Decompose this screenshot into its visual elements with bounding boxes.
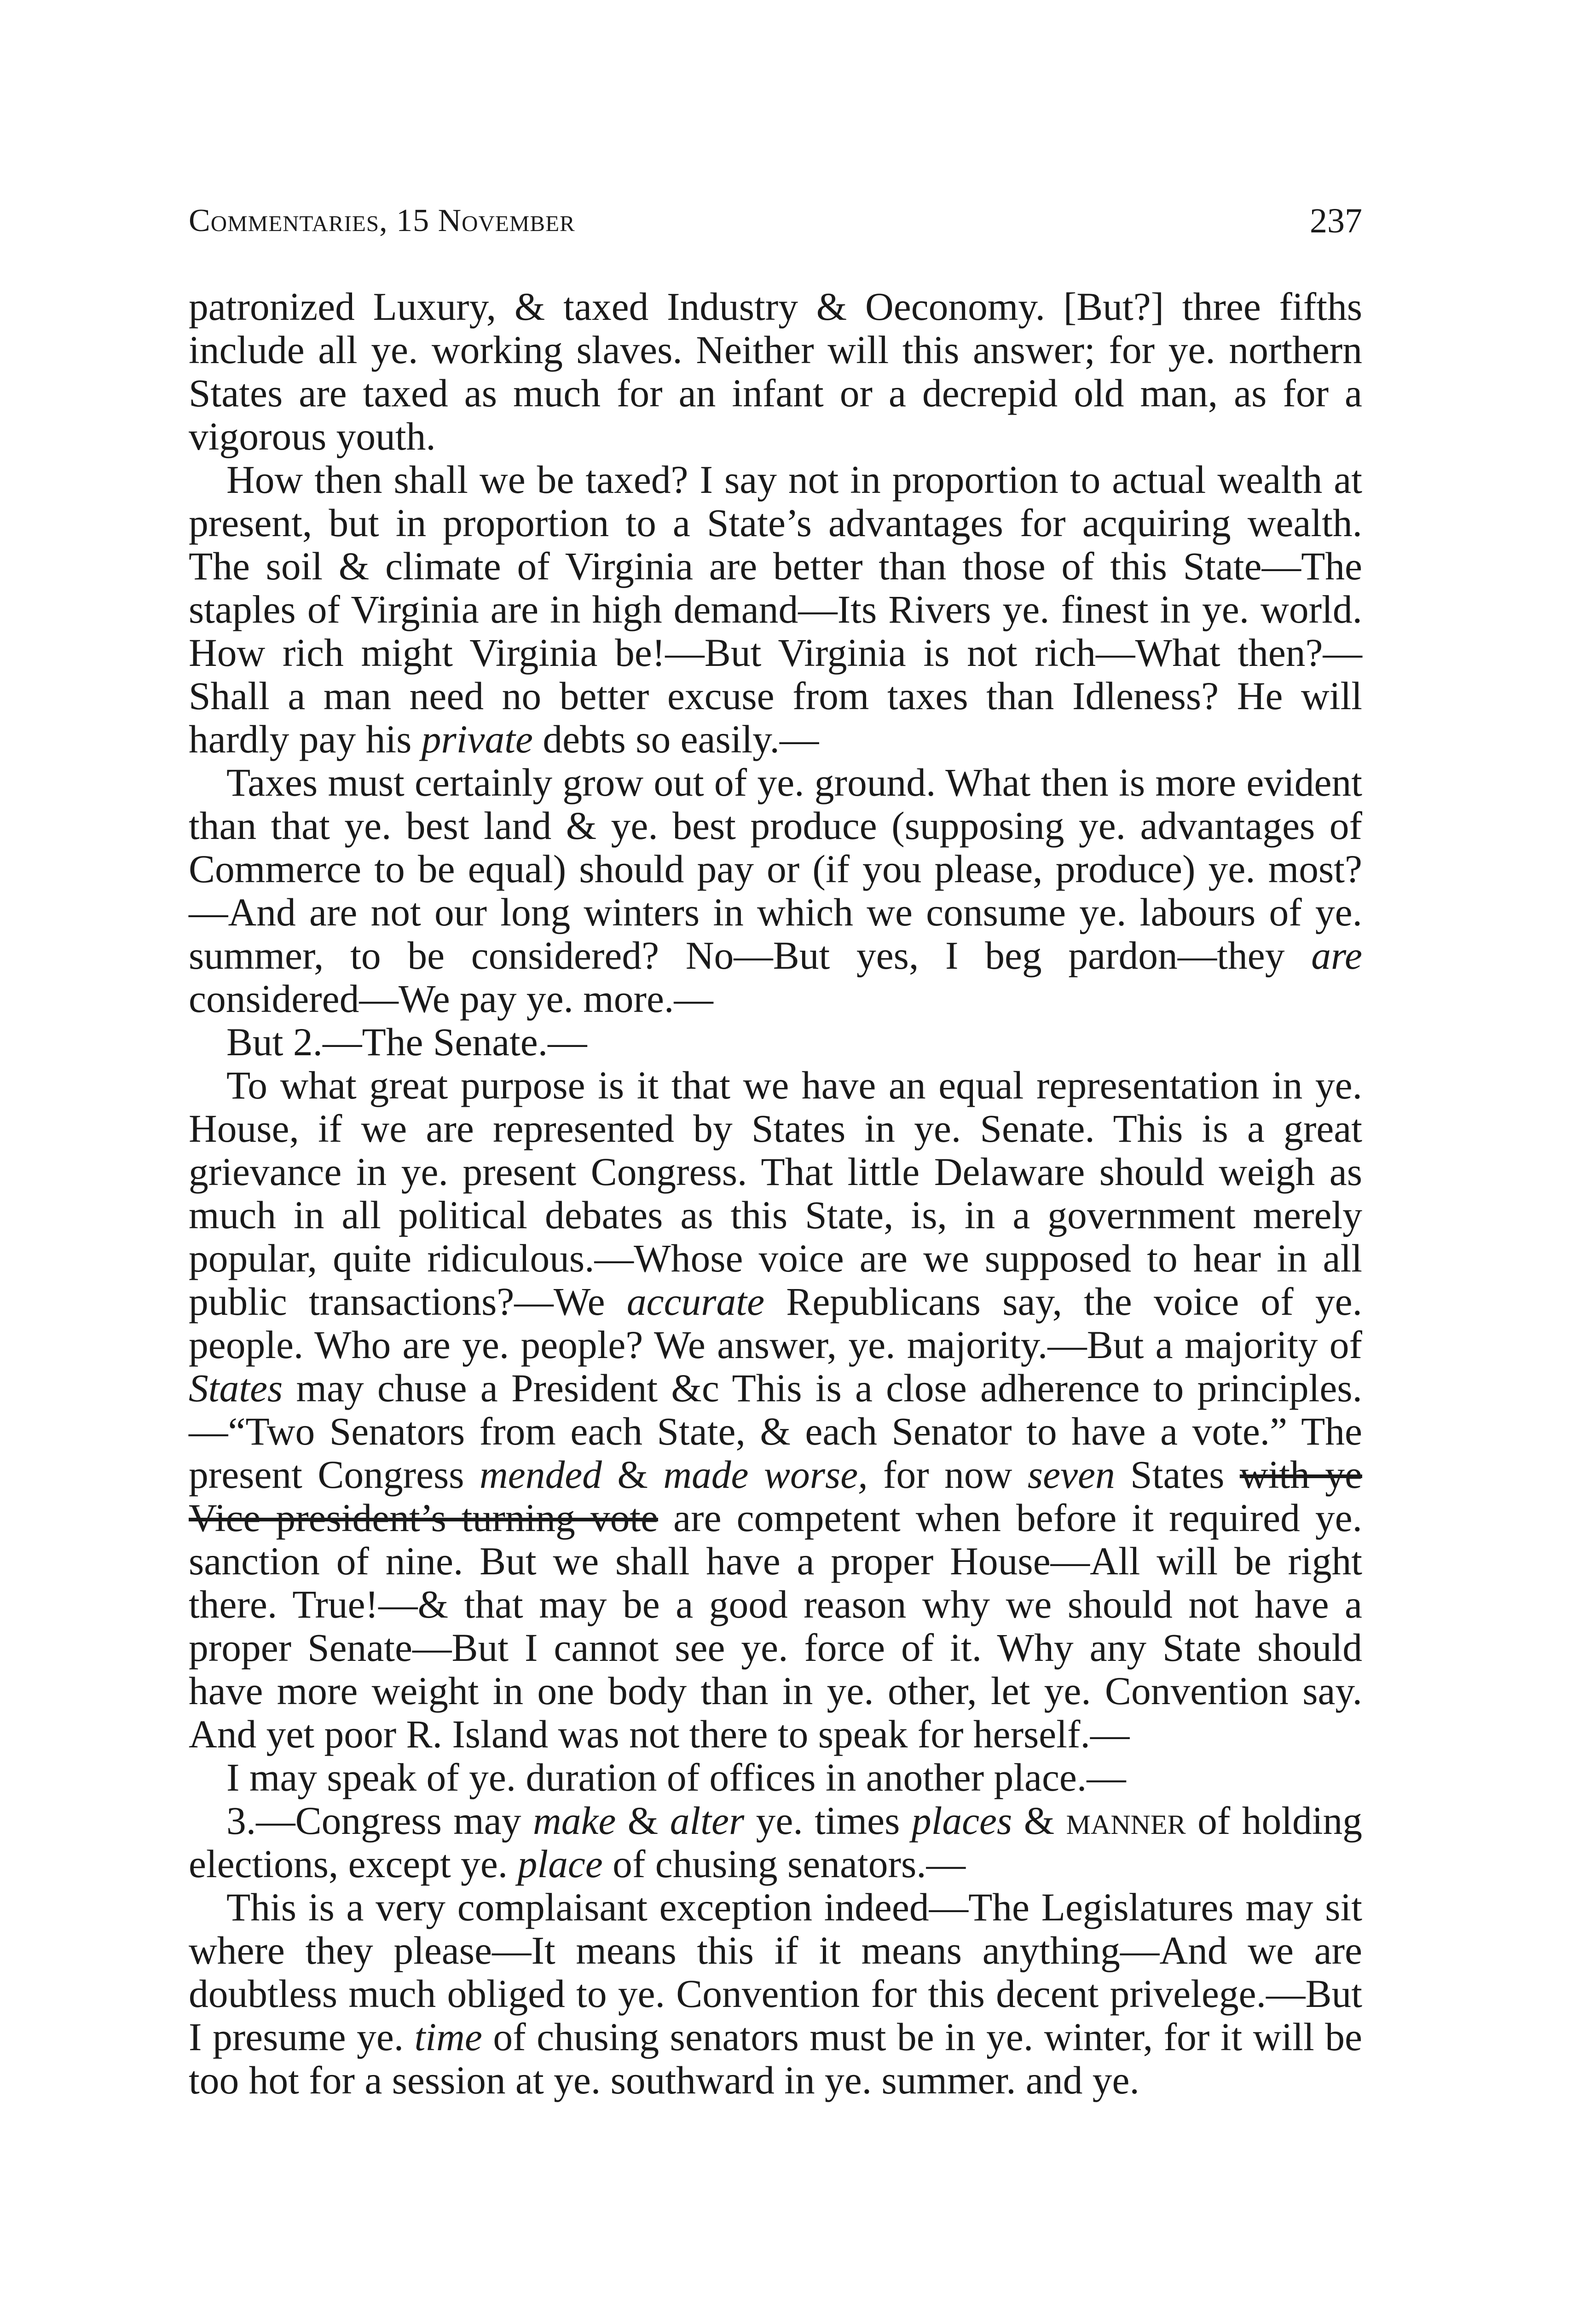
text-run-it: seven [1027,1453,1115,1497]
text-run-it: time [414,2016,482,2059]
text-run: debts so easily.— [532,718,819,761]
text-run-it: made worse, [663,1453,868,1497]
text-run: & [601,1453,664,1497]
paragraph-senate-representation [189,1064,1362,1756]
text-run-it: States [189,1367,283,1410]
paragraph-taxes-ground [189,761,1362,1021]
text-run: How then shall we be taxed? I say not in proportion to actual wealth at present, but in proportion to a State’s advantages for acquiring wealth. The soil & climate of Virginia are better than those of this State—The staples of Virginia are in high demand—Its Rivers ye. finest in ye. world. How rich might Virginia be!—But Virginia is not rich—What then?—Shall a man need no better excuse from taxes than Idleness? He will hardly pay his [189,458,1362,761]
text-run-it: places [911,1799,1012,1843]
text-run: may chuse a President &c This is a close adherence to principles.—“Two Senators from each State, & each Senator to have a vote.” The present Congress [189,1367,1362,1497]
paragraph-complaisant-exception [189,1886,1362,2102]
text-run: of chusing senators must be in ye. winter, for it will be too hot for a session at ye. southward in ye. summer. and ye. [189,2016,1362,2102]
text-run: To what great purpose is it that we have an equal representation in ye. House, if we are represented by States in ye. Senate. This is a great grievance in ye. present Congress. That little Delaware should weigh as much in all political debates as this State, is, in a government merely popular, quite ridiculous.—Whose voice are we supposed to hear in all public transactions?—We [189,1064,1362,1324]
text-run: for now [867,1453,1028,1497]
text-run-it: place [517,1843,603,1886]
text-run-it: are [1311,934,1362,977]
text-run: This is a very complaisant exception indeed—The Legislatures may sit where they please—It means this if it means anything—And we are doubtless much obliged to ye. Convention for this decent privelege.—But I presume ye. [189,1886,1362,2059]
text-run: & [616,1799,670,1843]
text-run: I may speak of ye. duration of offices in another place.— [226,1756,1126,1799]
text-run: Taxes must certainly grow out of ye. ground. What then is more evident than that ye. best land & ye. best produce (supposing ye. advantages of Commerce to be equal) should pay or (if you please, produce) ye. most?—And are not our long winters in which we consume ye. labours of ye. summer, to be considered? No—But yes, I beg pardon—they [189,761,1362,977]
paragraph-duration-offices [189,1756,1362,1799]
text-run-it: accurate [626,1280,765,1324]
text-run-it: private [421,718,533,761]
text-run: are competent when before it required ye. sanction of nine. But we shall have a proper House—All will be right there. True!—& that may be a good reason why we should not have a proper Senate—But I cannot see ye. force of it. Why any State should have more weight in one body than in ye. other, let ye. Convention say. And yet poor R. Island was not there to speak for herself.— [189,1497,1362,1756]
paragraph-elections-clause [189,1799,1362,1886]
text-run-strike: with ye Vice president’s turning vote [189,1453,1362,1540]
text-run: & [1012,1799,1066,1843]
running-head: Commentaries, 15 November [189,203,575,238]
text-run: of holding elections, except ye. [189,1799,1363,1886]
text-run: of chusing senators.— [602,1843,966,1886]
text-run: considered—We pay ye. more.— [189,977,713,1021]
text-run: States [1115,1453,1240,1497]
page-header [189,198,1362,249]
text-run: ye. times [744,1799,912,1843]
paragraph-senate-heading [189,1021,1362,1064]
paragraph-how-taxed [189,458,1362,761]
page-number: 237 [1310,202,1362,240]
text-run: 3.—Congress may [226,1799,533,1843]
text-run: patronized Luxury, & taxed Industry & Oeconomy. [But?] three fifths include all ye. working slaves. Neither will this answer; for ye. northern States are taxed as much for an infant or a decrepid old man, as for a vigorous youth. [189,285,1362,458]
paragraph-taxation-slaves [189,285,1362,458]
text-run-it: mended [480,1453,602,1497]
text-run-it: alter [670,1799,745,1843]
text-run-it: make [532,1799,616,1843]
body-text [189,285,1362,2102]
text-run: Republicans say, the voice of ye. people. Who are ye. people? We answer, ye. majority.—But a majority of [189,1280,1362,1367]
text-run: But 2.—The Senate.— [226,1021,587,1064]
text-run-sc: manner [1066,1799,1186,1843]
